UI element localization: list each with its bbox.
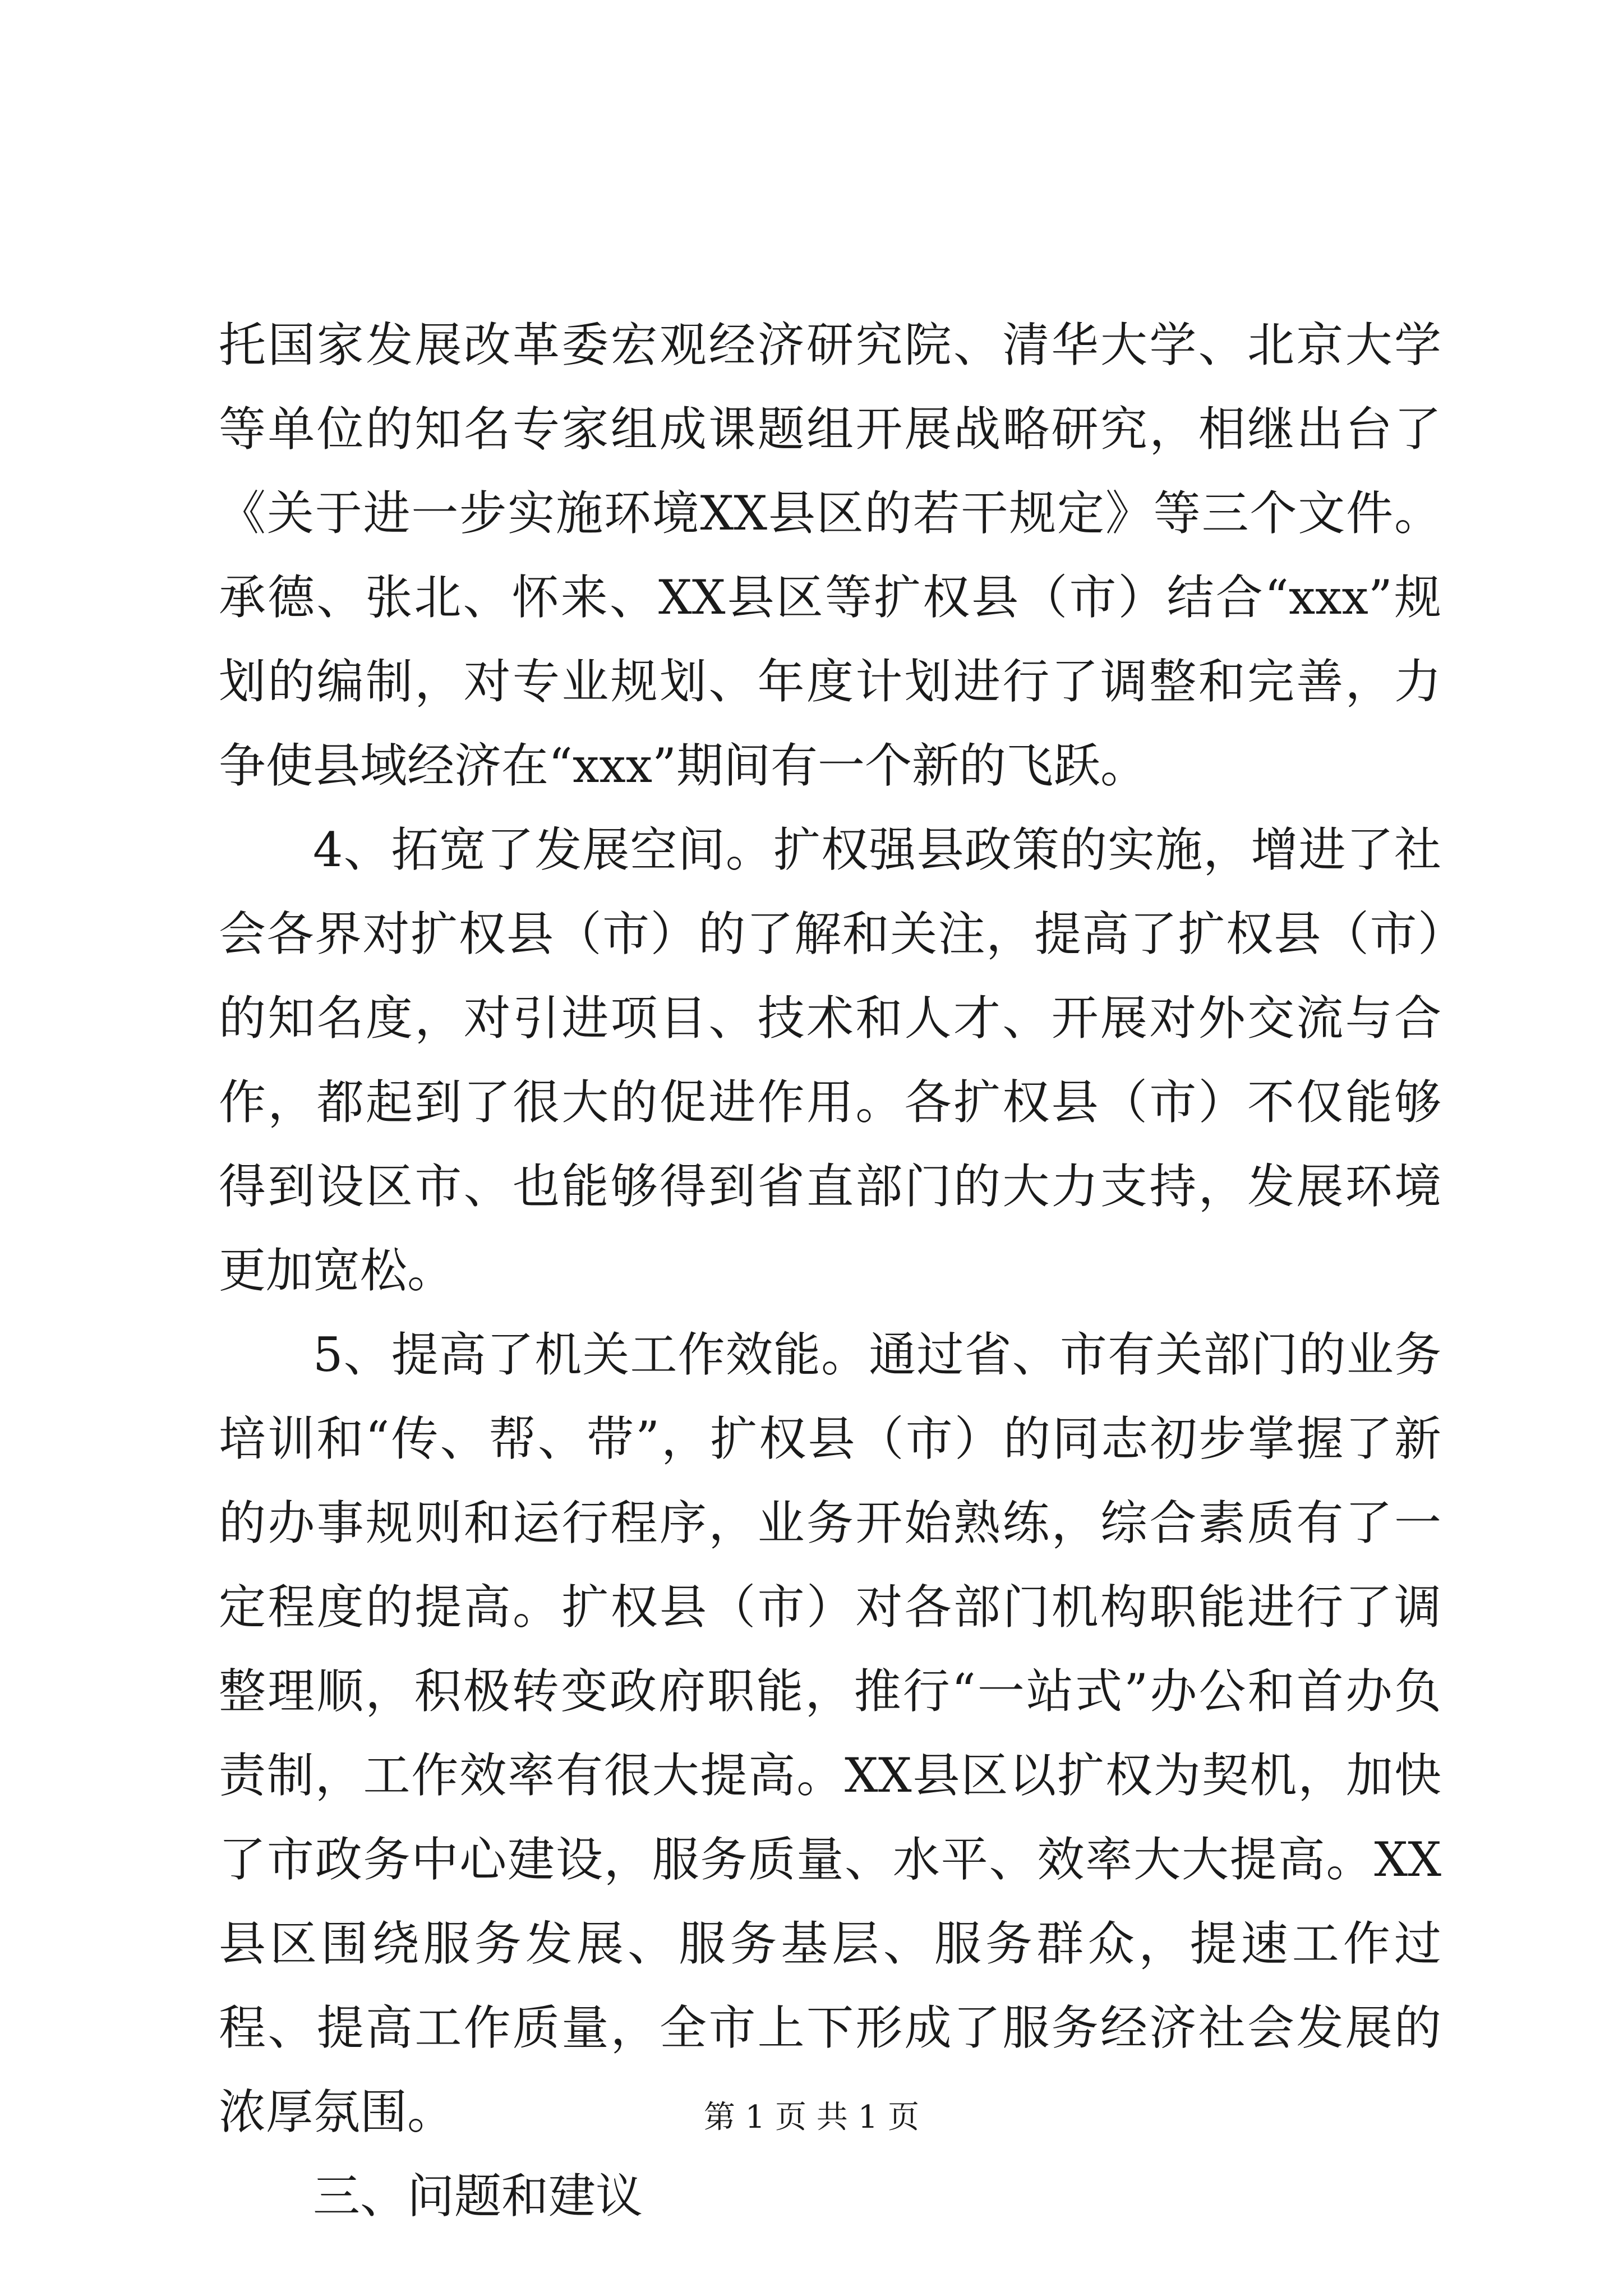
section-heading-problems-suggestions: 三、问题和建议 — [313, 2169, 643, 2224]
page-number-footer: 第 1 页 共 1 页 — [703, 2099, 920, 2136]
paragraph-item-5: 5、提高了机关工作效能。通过省、市有关部门的业务培训和“传、帮、带”，扩权县（市）的同志初步掌握了新的办事规则和运行程序，业务开始熟练，综合素质有了一定程度的提高。扩权县（市）对各部门机构职能进行了调整理顺，积极转变政府职能，推行“一站式”办公和首办负责制，工作效率有很大提高。XX县区以扩权为契机，加快了市政务中心建设，服务质量、水平、效率大大提高。XX县区围绕服务发展、服务基层、服务群众，提速工作过程、提高工作质量，全市上下形成了服务经济社会发展的浓厚氛围。 — [219, 1327, 1441, 2139]
paragraph-continuation: 托国家发展改革委宏观经济研究院、清华大学、北京大学等单位的知名专家组成课题组开展战略研究，相继出台了《关于进一步实施环境XX县区的若干规定》等三个文件。承德、张北、怀来、XX县区等扩权县（市）结合“xxx”规划的编制，对专业规划、年度计划进行了调整和完善，力争使县域经济在“xxx”期间有一个新的飞跃。 — [219, 318, 1441, 793]
paragraph-item-4: 4、拓宽了发展空间。扩权强县政策的实施，增进了社会各界对扩权县（市）的了解和关注，提高了扩权县（市）的知名度，对引进项目、技术和人才、开展对外交流与合作，都起到了很大的促进作用。各扩权县（市）不仅能够得到设区市、也能够得到省直部门的大力支持，发展环境更加宽松。 — [219, 822, 1441, 1298]
document-body — [219, 303, 1441, 2238]
